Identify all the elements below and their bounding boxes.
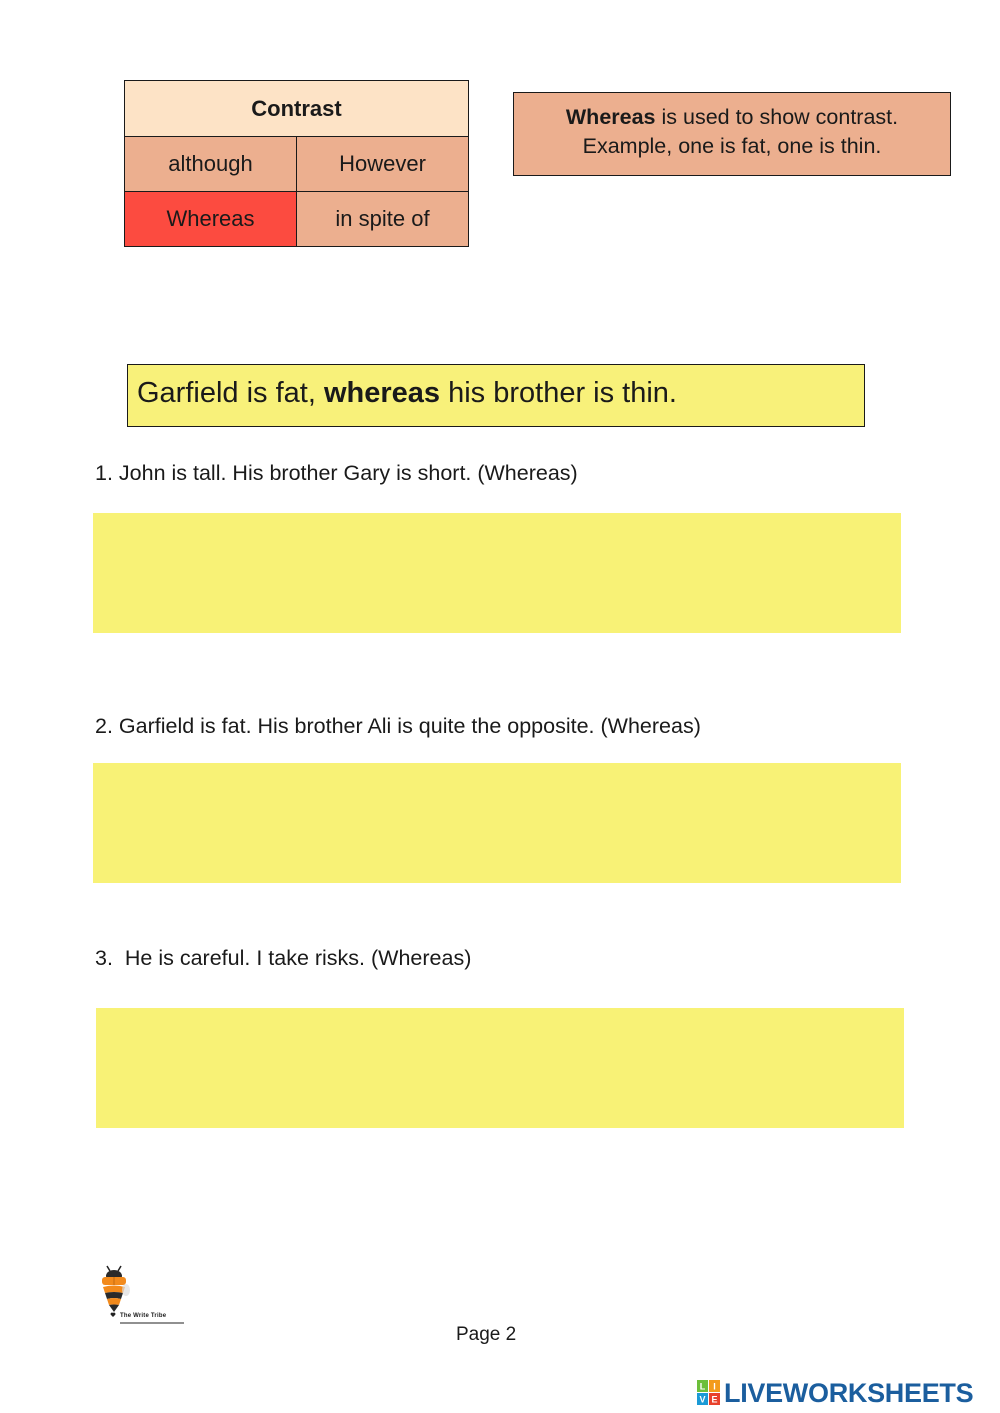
write-tribe-logo <box>96 1265 188 1327</box>
svg-text:E: E <box>711 1394 718 1405</box>
contrast-table-header: Contrast <box>125 81 469 137</box>
liveworksheets-text: LIVEWORKSHEETS <box>724 1377 974 1408</box>
example-keyword: whereas <box>323 377 441 409</box>
example-sentence-box <box>127 364 865 427</box>
question-2: 2. Garfield is fat. His brother Ali is quite the opposite. (Whereas) <box>95 714 701 738</box>
logo-text: The Write Tribe <box>120 1313 167 1319</box>
contrast-cell-although: although <box>125 137 297 192</box>
contrast-cell-however: However <box>297 137 469 192</box>
question-3: 3. He is careful. I take risks. (Whereas) <box>95 946 472 970</box>
whereas-explanation-box <box>513 92 951 176</box>
contrast-cell-in-spite-of: in spite of <box>297 192 469 247</box>
liveworksheets-brand <box>697 1378 973 1408</box>
svg-text:I: I <box>713 1381 716 1392</box>
liveworksheets-logo-icon <box>697 1380 721 1406</box>
contrast-cell-whereas: Whereas <box>125 192 297 247</box>
svg-text:V: V <box>699 1394 706 1405</box>
explanation-keyword: Whereas <box>565 105 656 129</box>
explanation-rest: is used to show contrast. <box>655 105 899 129</box>
contrast-table <box>124 80 469 247</box>
explanation-line-2: Example, one is fat, one is thin. <box>582 134 882 158</box>
svg-text:L: L <box>699 1381 706 1392</box>
example-after: his brother is thin. <box>440 377 677 409</box>
question-1: 1. John is tall. His brother Gary is short. (Whereas) <box>95 461 578 485</box>
answer-field-2[interactable] <box>93 763 901 883</box>
page-number: Page 2 <box>456 1324 517 1345</box>
example-before: Garfield is fat, <box>137 377 324 409</box>
answer-field-1[interactable] <box>93 513 901 633</box>
explanation-line-1 <box>514 103 950 132</box>
answer-field-3[interactable] <box>96 1008 904 1128</box>
